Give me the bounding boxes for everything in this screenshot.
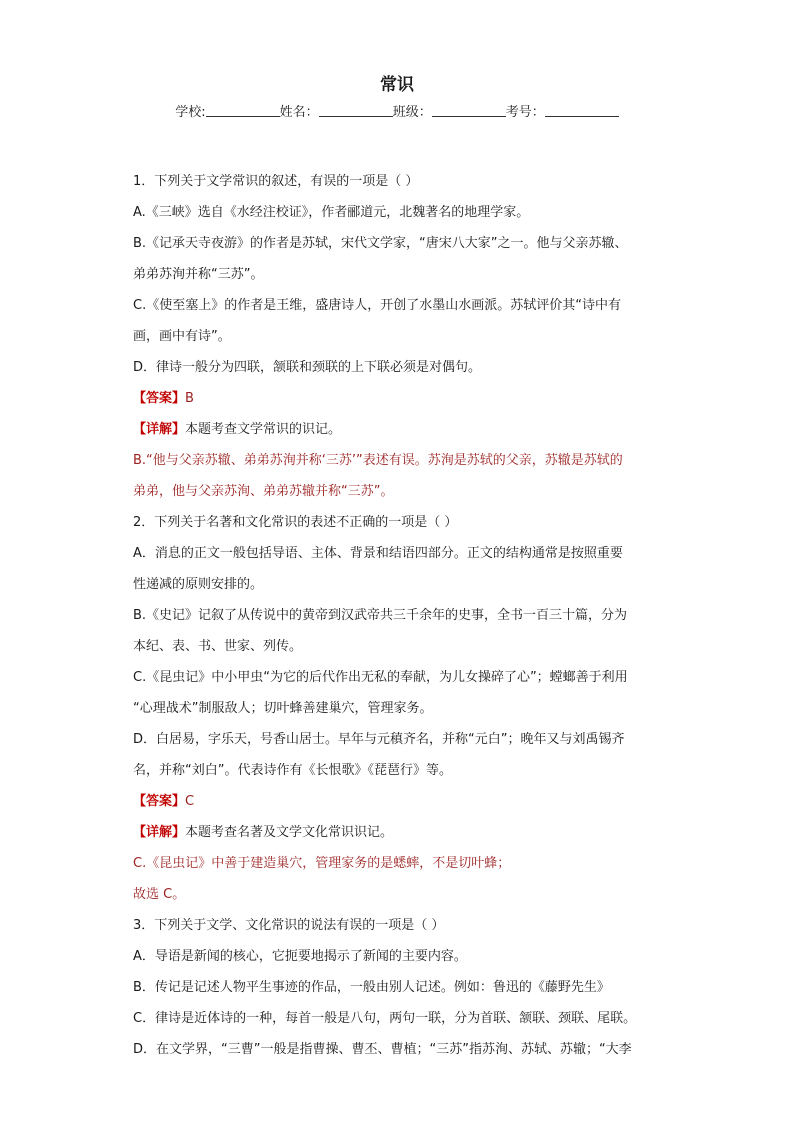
page-title: 常识 <box>380 75 414 95</box>
question-3-option-b: B．传记是记述人物平生事迹的作品，一般由别人记述。例如：鲁迅的《藤野先生》 <box>133 980 610 995</box>
exam-no-label: 考号： <box>505 105 545 120</box>
question-2-option-d-line2: 名，并称“刘白”。代表诗作有《长恨歌》《琵琶行》等。 <box>133 763 452 778</box>
answer-tag: 【答案】 <box>133 391 186 406</box>
question-3-option-a: A．导语是新闻的核心，它扼要地揭示了新闻的主要内容。 <box>133 949 467 964</box>
student-info-line <box>0 101 794 120</box>
question-3-option-d: D．在文学界，“三曹”一般是指曹操、曹丕、曹植；“三苏”指苏洵、苏轼、苏辙；“大李 <box>133 1042 632 1057</box>
question-2-explanation-line1: C.《昆虫记》中善于建造巢穴，管理家务的是蟋蟀，不是切叶蜂； <box>133 856 511 871</box>
question-2-option-c-line1: C.《昆虫记》中小甲虫“为它的后代作出无私的奉献，为儿女操碎了心”；螳螂善于利用 <box>133 670 628 685</box>
question-1-option-a: A.《三峡》选自《水经注校证》，作者郦道元，北魏著名的地理学家。 <box>133 205 530 220</box>
answer-tag: 【答案】 <box>133 794 186 809</box>
question-2-option-c-line2: “心理战术”制服敌人；切叶蜂善建巢穴，管理家务。 <box>133 701 433 716</box>
question-2-option-b-line1: B.《史记》记叙了从传说中的黄帝到汉武帝共三千余年的史事，全书一百三十篇，分为 <box>133 608 628 623</box>
question-1-option-c-line1: C.《使至塞上》的作者是王维，盛唐诗人，开创了水墨山水画派。苏轼评价其“诗中有 <box>133 298 621 313</box>
class-blank <box>432 104 506 117</box>
question-3-option-c: C．律诗是近体诗的一种，每首一般是八句，两句一联，分为首联、颔联、颈联、尾联。 <box>133 1011 637 1026</box>
question-2-stem: 2．下列关于名著和文化常识的表述不正确的一项是（ ） <box>133 515 458 530</box>
question-1-option-d: D．律诗一般分为四联，颔联和颈联的上下联必须是对偶句。 <box>133 360 482 375</box>
question-1-option-b-line2: 弟弟苏洵并称“三苏”。 <box>133 267 264 282</box>
detail-tag: 【详解】 <box>133 825 186 840</box>
detail-text: 本题考查文学常识的识记。 <box>185 422 342 437</box>
exam-no-blank <box>545 104 619 117</box>
question-content <box>133 166 673 1065</box>
answer-value: C <box>185 794 195 809</box>
class-label: 班级： <box>392 105 432 120</box>
answer-value: B <box>185 391 194 406</box>
detail-tag: 【详解】 <box>133 422 186 437</box>
school-blank <box>206 104 280 117</box>
name-label: 姓名： <box>279 105 319 120</box>
question-2-option-a-line1: A．消息的正文一般包括导语、主体、背景和结语四部分。正文的结构通常是按照重要 <box>133 546 623 561</box>
question-2-explanation-line2: 故选 C。 <box>133 887 186 902</box>
name-blank <box>319 104 393 117</box>
detail-text: 本题考查名著及文学文化常识识记。 <box>185 825 394 840</box>
question-2-option-d-line1: D．白居易，字乐天，号香山居士。早年与元稹齐名，并称“元白”；晚年又与刘禹锡齐 <box>133 732 625 747</box>
question-2-detail <box>133 817 673 848</box>
question-2-option-b-line2: 本纪、表、书、世家、列传。 <box>133 639 303 654</box>
question-1-explanation-line1: B.“他与父亲苏辙、弟弟苏洵并称‘三苏’”表述有误。苏洵是苏轼的父亲，苏辙是苏轼的 <box>133 453 623 468</box>
question-3-stem: 3．下列关于文学、文化常识的说法有误的一项是（ ） <box>133 918 445 933</box>
question-1-answer <box>133 383 673 414</box>
question-2-answer <box>133 786 673 817</box>
question-1-stem: 1．下列关于文学常识的叙述，有误的一项是（ ） <box>133 174 419 189</box>
question-1-explanation-line2: 弟弟，他与父亲苏洵、弟弟苏辙并称“三苏”。 <box>133 484 394 499</box>
question-1-option-b-line1: B.《记承天寺夜游》的作者是苏轼，宋代文学家，“唐宋八大家”之一。他与父亲苏辙、 <box>133 236 628 251</box>
school-label: 学校: <box>175 105 206 120</box>
question-1-detail <box>133 414 673 445</box>
question-1-option-c-line2: 画，画中有诗”。 <box>133 329 231 344</box>
question-2-option-a-line2: 性递减的原则安排的。 <box>133 577 264 592</box>
